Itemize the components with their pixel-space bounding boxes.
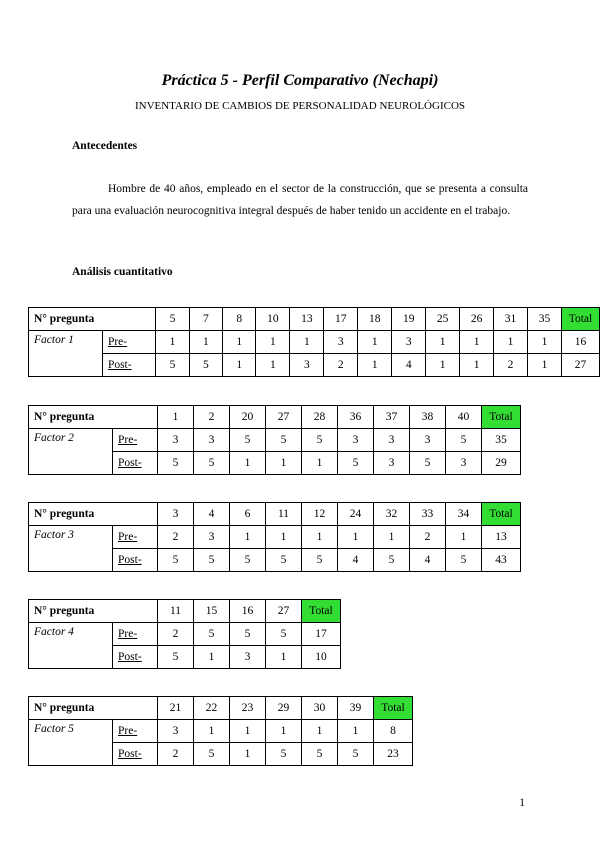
post-score: 5 bbox=[338, 743, 374, 766]
page-number: 1 bbox=[519, 797, 525, 809]
post-score: 5 bbox=[230, 549, 266, 572]
post-score: 5 bbox=[266, 743, 302, 766]
pre-score: 3 bbox=[158, 429, 194, 452]
question-number: 36 bbox=[338, 406, 374, 429]
question-number: 11 bbox=[158, 600, 194, 623]
question-number: 8 bbox=[223, 308, 256, 331]
post-label: Post- bbox=[113, 646, 158, 669]
pre-score: 1 bbox=[266, 526, 302, 549]
factor-table-2 bbox=[28, 405, 521, 475]
pre-row bbox=[29, 429, 521, 452]
pre-score: 1 bbox=[358, 331, 392, 354]
question-number: 17 bbox=[324, 308, 358, 331]
question-number: 24 bbox=[338, 503, 374, 526]
antecedentes-paragraph: Hombre de 40 años, empleado en el sector de la construcción, que se presenta a consulta para una evaluación neurocognitiva integral después de haber tenido un accidente en el trabajo. bbox=[72, 183, 528, 217]
pre-score: 3 bbox=[338, 429, 374, 452]
pre-score: 5 bbox=[266, 429, 302, 452]
post-score: 4 bbox=[392, 354, 426, 377]
question-number: 3 bbox=[158, 503, 194, 526]
total-header: Total bbox=[302, 600, 341, 623]
document-subtitle: INVENTARIO DE CAMBIOS DE PERSONALIDAD NEUROLÓGICOS bbox=[134, 100, 466, 112]
post-score: 5 bbox=[410, 452, 446, 475]
pre-score: 1 bbox=[494, 331, 528, 354]
pre-score: 1 bbox=[194, 720, 230, 743]
question-number: 37 bbox=[374, 406, 410, 429]
pre-label: Pre- bbox=[113, 526, 158, 549]
post-total: 23 bbox=[374, 743, 413, 766]
question-number: 11 bbox=[266, 503, 302, 526]
post-score: 1 bbox=[302, 452, 338, 475]
post-score: 3 bbox=[230, 646, 266, 669]
post-total: 29 bbox=[482, 452, 521, 475]
post-row bbox=[29, 354, 600, 377]
post-score: 1 bbox=[230, 452, 266, 475]
pre-score: 3 bbox=[324, 331, 358, 354]
pre-score: 1 bbox=[290, 331, 324, 354]
question-number: 34 bbox=[446, 503, 482, 526]
pre-score: 1 bbox=[460, 331, 494, 354]
post-score: 5 bbox=[158, 549, 194, 572]
pre-score: 2 bbox=[410, 526, 446, 549]
pre-score: 1 bbox=[230, 720, 266, 743]
post-score: 5 bbox=[156, 354, 189, 377]
total-header: Total bbox=[482, 503, 521, 526]
question-number: 27 bbox=[266, 600, 302, 623]
pre-score: 1 bbox=[302, 526, 338, 549]
pre-score: 1 bbox=[189, 331, 222, 354]
pre-label: Pre- bbox=[113, 720, 158, 743]
factor-name: Factor 3 bbox=[29, 526, 113, 572]
post-label: Post- bbox=[113, 549, 158, 572]
factor-table-1 bbox=[28, 307, 600, 377]
pre-score: 3 bbox=[392, 331, 426, 354]
total-header: Total bbox=[482, 406, 521, 429]
post-score: 2 bbox=[324, 354, 358, 377]
post-score: 1 bbox=[426, 354, 460, 377]
factor-name: Factor 1 bbox=[29, 331, 103, 377]
pre-total: 16 bbox=[561, 331, 599, 354]
analisis-heading: Análisis cuantitativo bbox=[72, 266, 173, 278]
post-label: Post- bbox=[102, 354, 155, 377]
pre-score: 1 bbox=[338, 526, 374, 549]
question-number: 27 bbox=[266, 406, 302, 429]
factor-table-3 bbox=[28, 502, 521, 572]
pre-total: 35 bbox=[482, 429, 521, 452]
post-total: 43 bbox=[482, 549, 521, 572]
post-score: 5 bbox=[189, 354, 222, 377]
pre-row bbox=[29, 623, 341, 646]
pre-score: 5 bbox=[302, 429, 338, 452]
post-label: Post- bbox=[113, 452, 158, 475]
pre-score: 5 bbox=[194, 623, 230, 646]
post-score: 3 bbox=[290, 354, 324, 377]
pre-score: 1 bbox=[446, 526, 482, 549]
post-score: 1 bbox=[223, 354, 256, 377]
pre-label: Pre- bbox=[113, 429, 158, 452]
post-score: 3 bbox=[446, 452, 482, 475]
pre-score: 1 bbox=[156, 331, 189, 354]
question-number: 25 bbox=[426, 308, 460, 331]
pre-row bbox=[29, 331, 600, 354]
post-score: 5 bbox=[158, 646, 194, 669]
question-number: 31 bbox=[494, 308, 528, 331]
post-score: 1 bbox=[266, 646, 302, 669]
pre-score: 1 bbox=[528, 331, 562, 354]
table-header-row bbox=[29, 406, 521, 429]
question-number: 2 bbox=[194, 406, 230, 429]
pre-total: 17 bbox=[302, 623, 341, 646]
question-number: 20 bbox=[230, 406, 266, 429]
question-number: 4 bbox=[194, 503, 230, 526]
question-number: 32 bbox=[374, 503, 410, 526]
table-header-row bbox=[29, 697, 413, 720]
post-total: 10 bbox=[302, 646, 341, 669]
question-number: 23 bbox=[230, 697, 266, 720]
document-title: Práctica 5 - Perfil Comparativo (Nechapi) bbox=[161, 72, 439, 89]
antecedentes-heading: Antecedentes bbox=[72, 140, 138, 152]
pre-score: 5 bbox=[446, 429, 482, 452]
question-number: 12 bbox=[302, 503, 338, 526]
post-score: 4 bbox=[338, 549, 374, 572]
pre-total: 13 bbox=[482, 526, 521, 549]
pre-score: 3 bbox=[374, 429, 410, 452]
post-score: 1 bbox=[528, 354, 562, 377]
question-number: 10 bbox=[256, 308, 290, 331]
question-number: 21 bbox=[158, 697, 194, 720]
pre-score: 1 bbox=[374, 526, 410, 549]
post-score: 5 bbox=[194, 549, 230, 572]
post-score: 2 bbox=[158, 743, 194, 766]
question-number: 6 bbox=[230, 503, 266, 526]
question-header: N° pregunta bbox=[29, 600, 158, 623]
total-header: Total bbox=[561, 308, 599, 331]
post-score: 5 bbox=[158, 452, 194, 475]
post-score: 4 bbox=[410, 549, 446, 572]
pre-score: 5 bbox=[266, 623, 302, 646]
pre-score: 3 bbox=[158, 720, 194, 743]
question-number: 35 bbox=[528, 308, 562, 331]
question-header: N° pregunta bbox=[29, 697, 158, 720]
question-number: 15 bbox=[194, 600, 230, 623]
question-number: 39 bbox=[338, 697, 374, 720]
post-score: 5 bbox=[194, 743, 230, 766]
pre-score: 1 bbox=[426, 331, 460, 354]
factor-name: Factor 5 bbox=[29, 720, 113, 766]
question-number: 29 bbox=[266, 697, 302, 720]
post-score: 1 bbox=[194, 646, 230, 669]
factor-name: Factor 2 bbox=[29, 429, 113, 475]
pre-row bbox=[29, 526, 521, 549]
pre-score: 2 bbox=[158, 526, 194, 549]
question-number: 1 bbox=[158, 406, 194, 429]
post-label: Post- bbox=[113, 743, 158, 766]
table-header-row bbox=[29, 308, 600, 331]
pre-score: 1 bbox=[223, 331, 256, 354]
pre-row bbox=[29, 720, 413, 743]
factor-table-5 bbox=[28, 696, 413, 766]
question-number: 5 bbox=[156, 308, 189, 331]
pre-score: 5 bbox=[230, 623, 266, 646]
question-header: N° pregunta bbox=[29, 406, 158, 429]
table-header-row bbox=[29, 503, 521, 526]
factor-table-4 bbox=[28, 599, 341, 669]
question-number: 13 bbox=[290, 308, 324, 331]
question-number: 16 bbox=[230, 600, 266, 623]
pre-score: 1 bbox=[230, 526, 266, 549]
pre-score: 1 bbox=[338, 720, 374, 743]
post-score: 5 bbox=[302, 743, 338, 766]
post-score: 5 bbox=[374, 549, 410, 572]
question-number: 7 bbox=[189, 308, 222, 331]
post-total: 27 bbox=[561, 354, 599, 377]
pre-score: 3 bbox=[194, 526, 230, 549]
question-header: N° pregunta bbox=[29, 503, 158, 526]
question-number: 40 bbox=[446, 406, 482, 429]
pre-total: 8 bbox=[374, 720, 413, 743]
question-number: 30 bbox=[302, 697, 338, 720]
total-header: Total bbox=[374, 697, 413, 720]
post-score: 2 bbox=[494, 354, 528, 377]
question-number: 19 bbox=[392, 308, 426, 331]
post-score: 5 bbox=[338, 452, 374, 475]
question-number: 18 bbox=[358, 308, 392, 331]
post-score: 1 bbox=[230, 743, 266, 766]
post-score: 5 bbox=[302, 549, 338, 572]
post-score: 1 bbox=[460, 354, 494, 377]
factor-name: Factor 4 bbox=[29, 623, 113, 669]
post-score: 5 bbox=[266, 549, 302, 572]
question-number: 26 bbox=[460, 308, 494, 331]
pre-score: 5 bbox=[230, 429, 266, 452]
question-number: 33 bbox=[410, 503, 446, 526]
pre-score: 1 bbox=[256, 331, 290, 354]
question-number: 22 bbox=[194, 697, 230, 720]
pre-score: 3 bbox=[410, 429, 446, 452]
post-score: 1 bbox=[358, 354, 392, 377]
question-header: N° pregunta bbox=[29, 308, 156, 331]
question-number: 28 bbox=[302, 406, 338, 429]
post-score: 5 bbox=[446, 549, 482, 572]
pre-score: 3 bbox=[194, 429, 230, 452]
pre-label: Pre- bbox=[102, 331, 155, 354]
post-score: 1 bbox=[256, 354, 290, 377]
table-header-row bbox=[29, 600, 341, 623]
pre-score: 2 bbox=[158, 623, 194, 646]
post-score: 1 bbox=[266, 452, 302, 475]
pre-label: Pre- bbox=[113, 623, 158, 646]
post-score: 3 bbox=[374, 452, 410, 475]
question-number: 38 bbox=[410, 406, 446, 429]
post-score: 5 bbox=[194, 452, 230, 475]
pre-score: 1 bbox=[302, 720, 338, 743]
pre-score: 1 bbox=[266, 720, 302, 743]
